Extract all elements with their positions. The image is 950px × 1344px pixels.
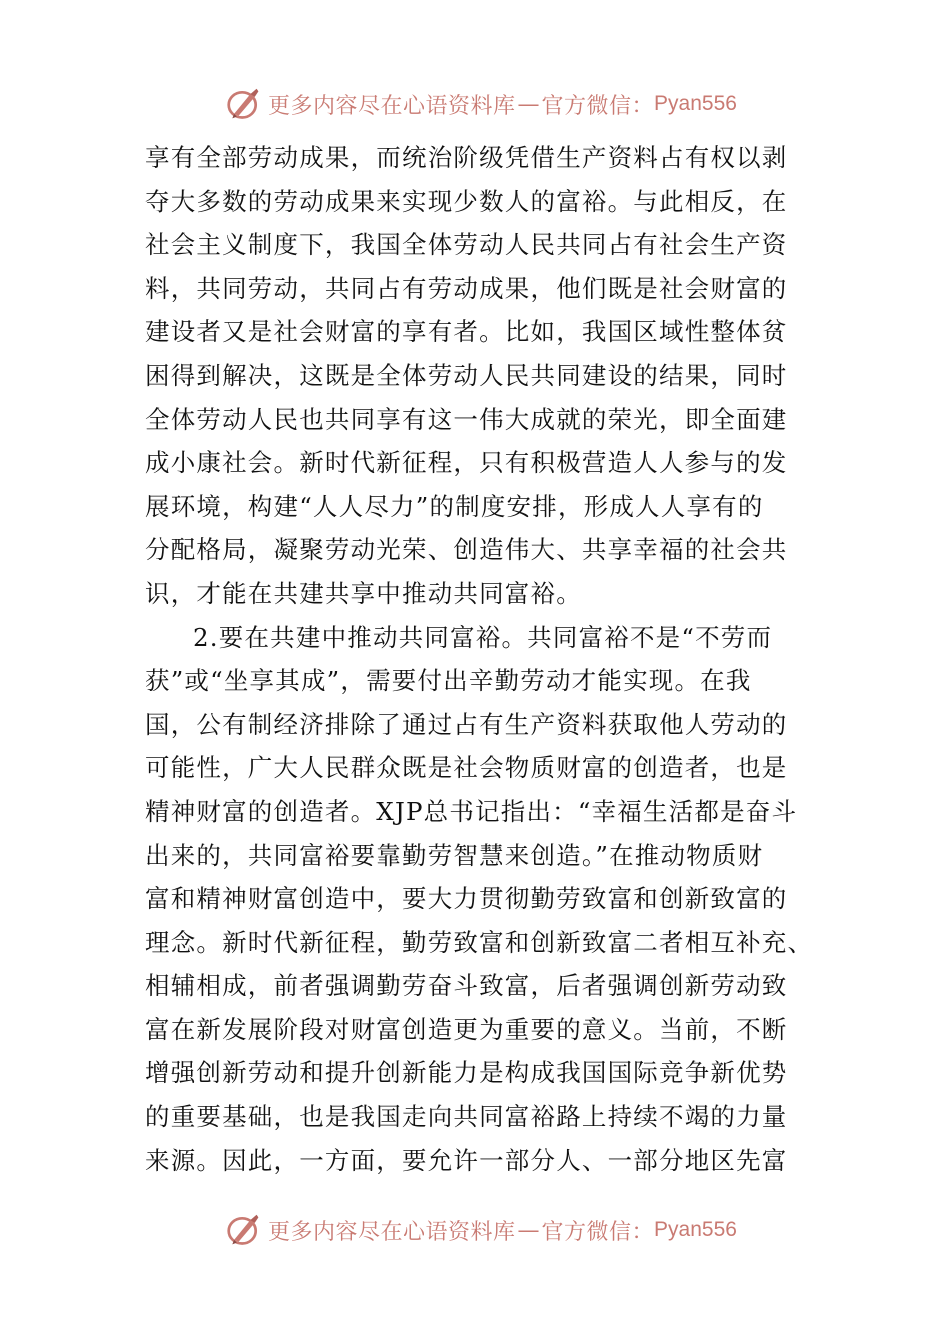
body-line: 展环境，构建“人人尽力”的制度安排，形成人人享有的 <box>145 491 764 521</box>
body-line: 出来的，共同富裕要靠勤劳智慧来创造。”在推动物质财 <box>145 840 764 870</box>
body-line: 获”或“坐享其成”，需要付出辛勤劳动才能实现。在我 <box>145 666 752 696</box>
body-line: 享有全部劳动成果，而统治阶级凭借生产资料占有权以剥 <box>145 143 788 172</box>
body-line: 识，才能在共建共享中推动共同富裕。 <box>145 578 582 608</box>
watermark-text: 更多内容尽在心语资料库 <box>268 1219 516 1245</box>
document-body <box>145 136 814 1182</box>
paragraph-start-line: 2.要在共建中推动共同富裕。共同富裕不是“不劳而 <box>193 622 773 652</box>
watermark-wechat-id: Pyan556 <box>654 92 737 115</box>
body-line: 困得到解决，这既是全体劳动人民共同建设的结果，同时 <box>145 360 788 390</box>
body-line: 可能性，广大人民群众既是社会物质财富的创造者，也是 <box>145 753 788 783</box>
pen-logo-icon <box>226 86 262 122</box>
header-watermark <box>226 84 746 124</box>
body-line: 成小康社会。新时代新征程，只有积极营造人人参与的发 <box>145 448 788 478</box>
body-line: 全体劳动人民也共同享有这一伟大成就的荣光，即全面建 <box>145 404 788 434</box>
body-line: 精神财富的创造者。XJP总书记指出：“幸福生活都是奋斗 <box>145 796 798 826</box>
footer-watermark <box>226 1210 746 1250</box>
body-line: 料，共同劳动，共同占有劳动成果，他们既是社会财富的 <box>145 273 788 303</box>
watermark-official-label: 官方微信： <box>541 1219 655 1245</box>
body-line: 理念。新时代新征程，勤劳致富和创新致富二者相互补充、 <box>145 927 814 957</box>
watermark-separator: — <box>517 1217 540 1243</box>
body-line: 国，公有制经济排除了通过占有生产资料获取他人劳动的 <box>145 709 788 739</box>
watermark-official-label: 官方微信： <box>541 93 655 119</box>
body-line: 分配格局，凝聚劳动光荣、创造伟大、共享幸福的社会共 <box>145 535 788 565</box>
body-line: 增强创新劳动和提升创新能力是构成我国国际竞争新优势 <box>145 1058 788 1088</box>
watermark-separator: — <box>517 91 540 117</box>
body-line: 富和精神财富创造中，要大力贯彻勤劳致富和创新致富的 <box>145 884 788 914</box>
body-line: 的重要基础，也是我国走向共同富裕路上持续不竭的力量 <box>145 1102 788 1132</box>
body-line: 相辅相成，前者强调勤劳奋斗致富，后者强调创新劳动致 <box>145 971 788 1001</box>
body-line: 来源。因此，一方面，要允许一部分人、一部分地区先富 <box>145 1145 788 1175</box>
watermark-wechat-id: Pyan556 <box>654 1218 737 1241</box>
watermark-text: 更多内容尽在心语资料库 <box>268 93 516 119</box>
body-line: 社会主义制度下，我国全体劳动人民共同占有社会生产资 <box>145 230 788 260</box>
body-line: 建设者又是社会财富的享有者。比如，我国区域性整体贫 <box>145 317 788 347</box>
pen-logo-icon <box>226 1212 262 1248</box>
body-line: 夺大多数的劳动成果来实现少数人的富裕。与此相反，在 <box>145 186 788 216</box>
body-line: 富在新发展阶段对财富创造更为重要的意义。当前，不断 <box>145 1014 788 1044</box>
